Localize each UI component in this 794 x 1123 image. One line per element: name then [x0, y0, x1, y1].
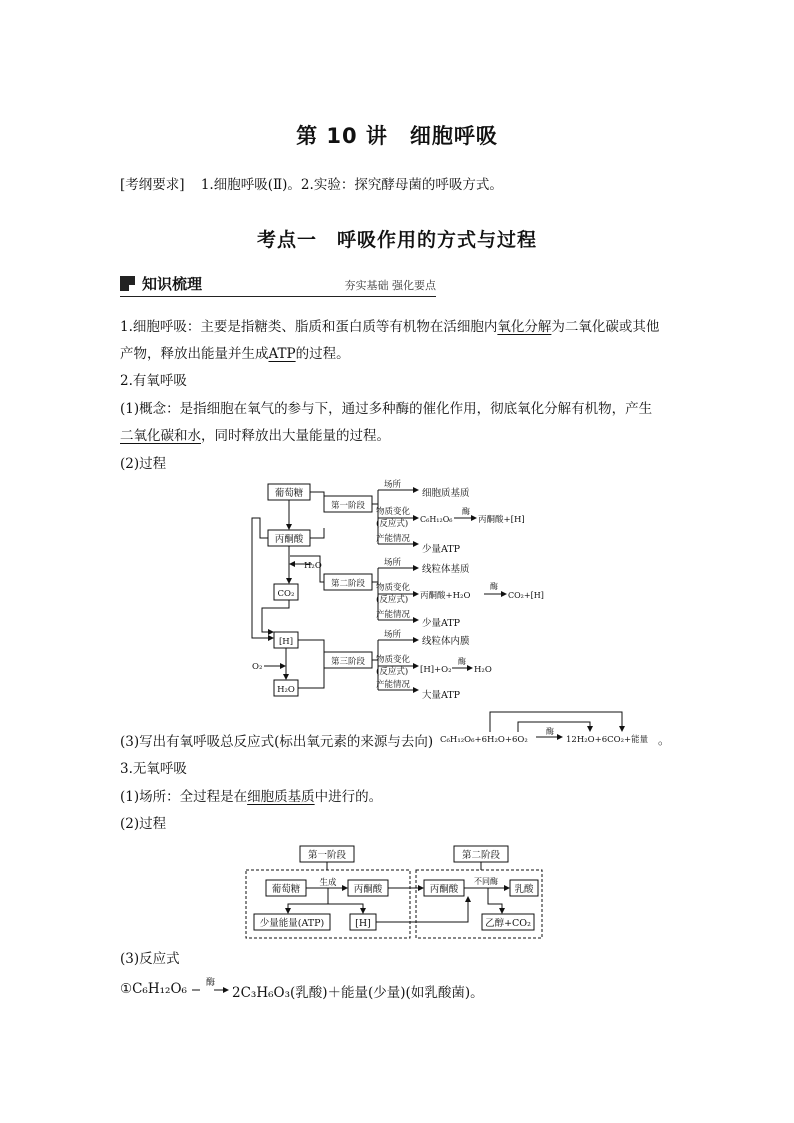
paragraph-aerobic-concept: (1)概念：是指细胞在氧气的参与下，通过多种酶的催化作用，彻底氧化分解有机物，产生 二氧化碳和水，同时释放出大量能量的过程。 — [120, 401, 653, 444]
label-stage2: 第二阶段 — [461, 850, 501, 861]
underline-cytoplasm: 细胞质基质 — [247, 789, 315, 805]
svg-text:物质变化: 物质变化 — [376, 655, 411, 665]
stage2-place: 线粒体基质 — [422, 564, 470, 575]
label-o2: O₂ — [252, 662, 263, 672]
label-an-pyruvate: 丙酮酸 — [353, 884, 383, 895]
section-bar-title: 知识梳理 — [142, 275, 203, 293]
requirement-label: [考纲要求] — [120, 177, 185, 193]
page-title: 第 10 讲 细胞呼吸 — [296, 124, 498, 148]
svg-text:(反应式): (反应式) — [376, 519, 409, 529]
label-stage1: 第一阶段 — [307, 850, 347, 861]
label-ethanol: 乙醇+CO₂ — [485, 918, 531, 929]
total-enzyme: 酶 — [546, 727, 554, 736]
eq1-arrow — [192, 982, 230, 996]
stage2-left: 丙酮酸+H₂O — [420, 591, 471, 601]
label-h2o-out: H₂O — [277, 685, 295, 695]
label-an-energy: 少量能量(ATP) — [259, 918, 325, 929]
eq1-enzyme: 酶 — [206, 978, 216, 988]
svg-text:(反应式): (反应式) — [376, 667, 409, 677]
underline-oxidation: 氧化分解 — [497, 319, 552, 335]
stage3-place: 线粒体内膜 — [422, 636, 470, 647]
label-h: [H] — [278, 637, 294, 647]
heading-process-1: (2)过程 — [120, 456, 167, 472]
label-an-pyruvate2: 丙酮酸 — [429, 884, 459, 895]
heading-anaerobic: 3.无氧呼吸 — [120, 761, 187, 777]
paragraph-anaerobic-place: (1)场所：全过程是在细胞质基质中进行的。 — [120, 789, 383, 805]
label-co2: CO₂ — [277, 589, 295, 599]
label-an-glucose: 葡萄糖 — [271, 884, 301, 895]
section-square-icon — [120, 276, 135, 291]
heading-process-2: (2)过程 — [120, 816, 167, 832]
aerobic-diagram — [250, 478, 550, 702]
stage-1: 第一阶段 — [330, 501, 366, 511]
total-right: 12H₂O+6CO₂+能量 — [566, 735, 649, 745]
paragraph-cell-respiration: 1.细胞呼吸：主要是指糖类、脂质和蛋白质等有机物在活细胞内氧化分解为二氧化碳或其他 产物，释放出能量并生成ATP的过程。 — [120, 319, 660, 362]
heading-total-reaction: (3)写出有氧呼吸总反应式(标出氧元素的来源与去向) — [120, 734, 434, 750]
heading-reaction: (3)反应式 — [120, 951, 180, 967]
stage1-right: 丙酮酸+[H] — [478, 515, 525, 525]
label-glucose: 葡萄糖 — [274, 488, 304, 499]
requirement-text: 1.细胞呼吸(Ⅱ)。2.实验：探究酵母菌的呼吸方式。 — [200, 177, 503, 193]
total-reaction-equation — [440, 708, 680, 752]
section-bar — [120, 272, 436, 297]
stage-2: 第二阶段 — [330, 579, 366, 589]
equation-lactic: ①C₆H₁₂O₆ 酶 2C₃H₆O₃(乳酸)＋能量(少量)(如乳酸菌)。 — [120, 972, 680, 1012]
label-gen: 生成 — [319, 878, 337, 888]
label-h2o-in: H₂O — [304, 561, 322, 571]
stage3-left: [H]+O₂ — [420, 665, 452, 675]
stage1-place: 细胞质基质 — [422, 488, 470, 499]
stage-3: 第三阶段 — [330, 657, 366, 667]
exam-requirement — [120, 173, 503, 193]
section-bar-subtitle: 夯实基础 强化要点 — [344, 279, 436, 292]
label-an-h: [H] — [355, 918, 371, 929]
stage3-right: H₂O — [474, 665, 492, 675]
stage1-left: C₆H₁₂O₆ — [420, 515, 453, 524]
stage2-enzyme: 酶 — [490, 582, 498, 591]
label-pyruvate: 丙酮酸 — [274, 534, 304, 545]
svg-text:物质变化: 物质变化 — [376, 583, 411, 593]
svg-text:产能情况: 产能情况 — [376, 680, 411, 690]
total-left: C₆H₁₂O₆+6H₂O+6O₂ — [440, 735, 528, 745]
svg-text:场所: 场所 — [384, 630, 402, 640]
section-title: 考点一 呼吸作用的方式与过程 — [256, 229, 537, 251]
stage3-enzyme: 酶 — [458, 657, 466, 666]
svg-text:产能情况: 产能情况 — [376, 610, 411, 620]
underline-co2-water: 二氧化碳和水 — [120, 428, 201, 444]
svg-text:产能情况: 产能情况 — [376, 534, 411, 544]
heading-aerobic: 2.有氧呼吸 — [120, 373, 187, 389]
stage2-right: CO₂+[H] — [508, 591, 544, 600]
svg-text:物质变化: 物质变化 — [376, 507, 411, 517]
stage1-enzyme: 酶 — [462, 507, 470, 516]
underline-atp: ATP — [268, 346, 296, 362]
svg-text:(反应式): (反应式) — [376, 595, 409, 605]
stage2-energy: 少量ATP — [422, 618, 461, 629]
svg-text:场所: 场所 — [384, 558, 402, 568]
stage1-energy: 少量ATP — [422, 544, 461, 555]
svg-text:。: 。 — [658, 733, 671, 747]
stage3-energy: 大量ATP — [422, 690, 461, 701]
anaerobic-diagram — [244, 842, 550, 942]
svg-text:场所: 场所 — [384, 480, 402, 490]
label-diff-enzyme: 不同酶 — [474, 877, 498, 886]
label-lactic: 乳酸 — [514, 884, 534, 895]
